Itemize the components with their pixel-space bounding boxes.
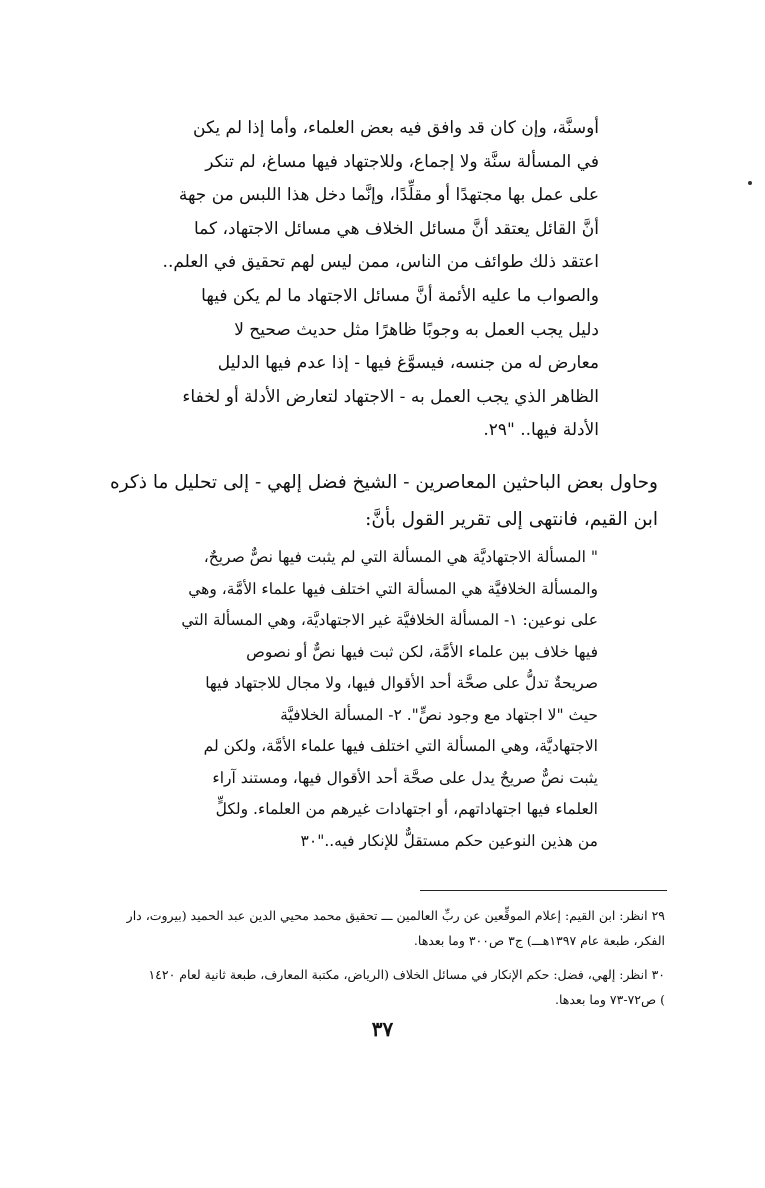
quote-line: فيها خلاف بين علماء الأمَّة، لكن ثبت فيها نصٌّ أو نصوص [246, 642, 598, 661]
margin-dot [748, 181, 752, 185]
footnote-line: ٣٠ انظر: إلهي، فضل: حكم الإنكار في مسائل الخلاف (الرياض، مكتبة المعارف، طبعة ثانية لعام ١٤٢٠ [148, 967, 665, 982]
quote-line: الظاهر الذي يجب العمل به - الاجتهاد لتعارض الأدلة أو لخفاء [182, 386, 599, 407]
quote-line: صريحةٌ تدلُّ على صحَّة أحد الأقوال فيها، ولا مجال للاجتهاد فيها [205, 674, 598, 692]
quotation-block-ibn-alqayyim [159, 112, 599, 448]
footnote-29 [95, 903, 665, 953]
footnote-line: ) ص٧٢-٧٣ وما بعدها. [554, 992, 665, 1007]
quote-line: أنَّ القائل يعتقد أنَّ مسائل الخلاف هي مسائل الاجتهاد، كما [193, 218, 599, 239]
quote-line: العلماء فيها اجتهاداتهم، أو اجتهادات غيرهم من العلماء. ولكلٍّ [215, 800, 598, 818]
paragraph-line: ابن القيم، فانتهى إلى تقرير القول بأنَّ: [365, 509, 658, 530]
quotation-block-fadl-ilahi [168, 542, 598, 857]
footnote-line: الفكر، طبعة عام ١٣٩٧هـــ) ج٣ ص٣٠٠ وما بعدها. [413, 933, 665, 948]
quote-line: " المسألة الاجتهاديَّة هي المسألة التي لم يثبت فيها نصٌّ صريحٌ، [203, 548, 598, 566]
quote-line: حيث "لا اجتهاد مع وجود نصٍّ". ٢- المسألة الخلافيَّة [280, 705, 598, 724]
quote-line: والمسألة الخلافيَّة هي المسألة التي اختلف فيها علماء الأمَّة، وهي [188, 579, 598, 598]
quote-line: على نوعين: ١- المسألة الخلافيَّة غير الاجتهاديَّة، وهي المسألة التي [181, 611, 598, 629]
quote-line: أوسنَّة، وإن كان قد وافق فيه بعض العلماء، وأما إذا لم يكن [193, 118, 599, 138]
quote-line: اعتقد ذلك طوائف من الناس، ممن ليس لهم تحقيق في العلم.. [162, 252, 599, 273]
quote-line: يثبت نصٌّ صريحٌ يدل على صحَّة أحد الأقوال فيها، ومستند آراء [212, 768, 598, 787]
page-number: ٣٧ [371, 1017, 394, 1041]
paragraph-line: وحاول بعض الباحثين المعاصرين - الشيخ فضل إلهي - إلى تحليل ما ذكره [110, 472, 658, 493]
quote-line: والصواب ما عليه الأئمة أنَّ مسائل الاجتهاد ما لم يكن فيها [201, 285, 599, 306]
footnote-30 [95, 962, 665, 1012]
quote-line: الاجتهاديَّة، وهي المسألة التي اختلف فيها علماء الأمَّة، ولكن لم [203, 737, 598, 755]
quote-line: الأدلة فيها.. "٢٩. [483, 420, 599, 441]
quote-line: دليل يجب العمل به وجوبًا ظاهرًا مثل حديث صحيح لا [234, 319, 599, 340]
quote-line: على عمل بها مجتهدًا أو مقلِّدًا، وإنَّما دخل هذا اللبس من جهة [178, 185, 599, 206]
quote-line: معارض له من جنسه، فيسوَّغ فيها - إذا عدم فيها الدليل [217, 353, 599, 374]
footnote-separator [420, 890, 667, 891]
quote-line: في المسألة سنَّة ولا إجماع، وللاجتهاد فيها مساغ، لم تنكر [205, 151, 599, 172]
footnote-line: ٢٩ انظر: ابن القيم: إعلام الموقِّعين عن ربِّ العالمين ـــ تحقيق محمد محيي الدين عبد الحميد (بيروت، دار [126, 908, 665, 923]
quote-line: من هذين النوعين حكم مستقلٌّ للإنكار فيه.."٣٠ [300, 831, 598, 850]
body-paragraph [98, 464, 658, 538]
